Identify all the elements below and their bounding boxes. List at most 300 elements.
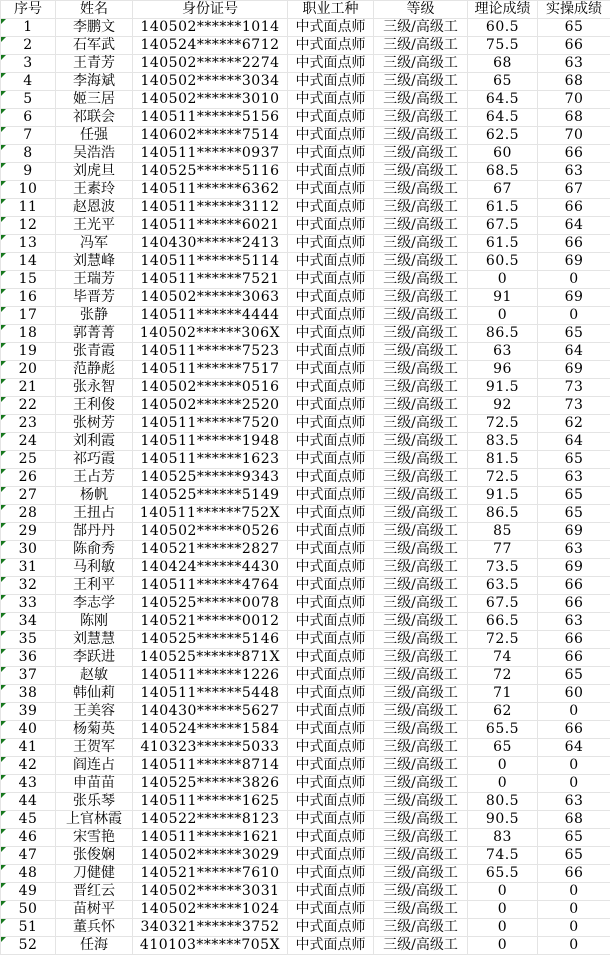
cell-practical[interactable]: 0 bbox=[538, 703, 610, 721]
cell-theory[interactable]: 65.5 bbox=[468, 865, 538, 883]
cell-theory[interactable]: 63.5 bbox=[468, 577, 538, 595]
cell-practical[interactable]: 0 bbox=[538, 883, 610, 901]
cell-occupation[interactable]: 中式面点师 bbox=[288, 505, 374, 523]
cell-name[interactable]: 王光平 bbox=[56, 217, 133, 235]
cell-index[interactable]: 23 bbox=[1, 415, 56, 433]
cell-name[interactable]: 李海斌 bbox=[56, 73, 133, 91]
cell-occupation[interactable]: 中式面点师 bbox=[288, 73, 374, 91]
cell-index[interactable]: 37 bbox=[1, 667, 56, 685]
cell-practical[interactable]: 70 bbox=[538, 91, 610, 109]
cell-id[interactable]: 140521******2827 bbox=[133, 541, 288, 559]
cell-id[interactable]: 410103******705X bbox=[133, 937, 288, 955]
cell-index[interactable]: 49 bbox=[1, 883, 56, 901]
cell-theory[interactable]: 73.5 bbox=[468, 559, 538, 577]
cell-id[interactable]: 140511******5156 bbox=[133, 109, 288, 127]
cell-name[interactable]: 张俊娴 bbox=[56, 847, 133, 865]
cell-name[interactable]: 毕晋芳 bbox=[56, 289, 133, 307]
cell-theory[interactable]: 91 bbox=[468, 289, 538, 307]
cell-index[interactable]: 4 bbox=[1, 73, 56, 91]
cell-name[interactable]: 董兵怀 bbox=[56, 919, 133, 937]
cell-index[interactable]: 46 bbox=[1, 829, 56, 847]
col-header-name[interactable]: 姓名 bbox=[56, 1, 133, 19]
cell-theory[interactable]: 92 bbox=[468, 397, 538, 415]
cell-occupation[interactable]: 中式面点师 bbox=[288, 865, 374, 883]
cell-id[interactable]: 140502******0516 bbox=[133, 379, 288, 397]
cell-occupation[interactable]: 中式面点师 bbox=[288, 793, 374, 811]
cell-id[interactable]: 140502******3063 bbox=[133, 289, 288, 307]
cell-level[interactable]: 三级/高级工 bbox=[374, 361, 468, 379]
cell-name[interactable]: 赵敏 bbox=[56, 667, 133, 685]
cell-name[interactable]: 郜丹丹 bbox=[56, 523, 133, 541]
cell-name[interactable]: 王青芳 bbox=[56, 55, 133, 73]
cell-index[interactable]: 13 bbox=[1, 235, 56, 253]
cell-index[interactable]: 7 bbox=[1, 127, 56, 145]
cell-index[interactable]: 31 bbox=[1, 559, 56, 577]
cell-theory[interactable]: 67.5 bbox=[468, 217, 538, 235]
cell-name[interactable]: 王扭占 bbox=[56, 505, 133, 523]
cell-theory[interactable]: 68 bbox=[468, 55, 538, 73]
cell-level[interactable]: 三级/高级工 bbox=[374, 469, 468, 487]
cell-index[interactable]: 47 bbox=[1, 847, 56, 865]
cell-level[interactable]: 三级/高级工 bbox=[374, 829, 468, 847]
cell-theory[interactable]: 60 bbox=[468, 145, 538, 163]
cell-id[interactable]: 140511******7520 bbox=[133, 415, 288, 433]
cell-level[interactable]: 三级/高级工 bbox=[374, 19, 468, 37]
cell-id[interactable]: 140511******5448 bbox=[133, 685, 288, 703]
cell-occupation[interactable]: 中式面点师 bbox=[288, 757, 374, 775]
cell-id[interactable]: 140525******9343 bbox=[133, 469, 288, 487]
cell-occupation[interactable]: 中式面点师 bbox=[288, 451, 374, 469]
cell-theory[interactable]: 66.5 bbox=[468, 613, 538, 631]
cell-theory[interactable]: 91.5 bbox=[468, 487, 538, 505]
cell-level[interactable]: 三级/高级工 bbox=[374, 559, 468, 577]
cell-occupation[interactable]: 中式面点师 bbox=[288, 613, 374, 631]
cell-name[interactable]: 张乐琴 bbox=[56, 793, 133, 811]
cell-theory[interactable]: 96 bbox=[468, 361, 538, 379]
cell-occupation[interactable]: 中式面点师 bbox=[288, 433, 374, 451]
cell-practical[interactable]: 66 bbox=[538, 721, 610, 739]
cell-level[interactable]: 三级/高级工 bbox=[374, 325, 468, 343]
cell-theory[interactable]: 74 bbox=[468, 649, 538, 667]
cell-level[interactable]: 三级/高级工 bbox=[374, 271, 468, 289]
cell-index[interactable]: 2 bbox=[1, 37, 56, 55]
cell-name[interactable]: 张树芳 bbox=[56, 415, 133, 433]
cell-practical[interactable]: 64 bbox=[538, 433, 610, 451]
cell-occupation[interactable]: 中式面点师 bbox=[288, 631, 374, 649]
cell-id[interactable]: 140511******6362 bbox=[133, 181, 288, 199]
col-header-index[interactable]: 序号 bbox=[1, 1, 56, 19]
cell-name[interactable]: 赵恩波 bbox=[56, 199, 133, 217]
cell-level[interactable]: 三级/高级工 bbox=[374, 775, 468, 793]
cell-practical[interactable]: 69 bbox=[538, 289, 610, 307]
cell-level[interactable]: 三级/高级工 bbox=[374, 415, 468, 433]
cell-occupation[interactable]: 中式面点师 bbox=[288, 127, 374, 145]
cell-occupation[interactable]: 中式面点师 bbox=[288, 595, 374, 613]
cell-theory[interactable]: 72 bbox=[468, 667, 538, 685]
cell-theory[interactable]: 65.5 bbox=[468, 721, 538, 739]
cell-practical[interactable]: 73 bbox=[538, 397, 610, 415]
cell-id[interactable]: 140502******3034 bbox=[133, 73, 288, 91]
cell-name[interactable]: 姬三居 bbox=[56, 91, 133, 109]
cell-id[interactable]: 140511******752X bbox=[133, 505, 288, 523]
cell-id[interactable]: 140525******5149 bbox=[133, 487, 288, 505]
cell-index[interactable]: 1 bbox=[1, 19, 56, 37]
cell-occupation[interactable]: 中式面点师 bbox=[288, 577, 374, 595]
cell-index[interactable]: 18 bbox=[1, 325, 56, 343]
cell-level[interactable]: 三级/高级工 bbox=[374, 397, 468, 415]
cell-index[interactable]: 26 bbox=[1, 469, 56, 487]
cell-practical[interactable]: 66 bbox=[538, 199, 610, 217]
cell-level[interactable]: 三级/高级工 bbox=[374, 91, 468, 109]
cell-theory[interactable]: 63 bbox=[468, 343, 538, 361]
cell-index[interactable]: 15 bbox=[1, 271, 56, 289]
cell-theory[interactable]: 68.5 bbox=[468, 163, 538, 181]
cell-occupation[interactable]: 中式面点师 bbox=[288, 91, 374, 109]
cell-id[interactable]: 140502******2520 bbox=[133, 397, 288, 415]
cell-occupation[interactable]: 中式面点师 bbox=[288, 883, 374, 901]
cell-name[interactable]: 张永智 bbox=[56, 379, 133, 397]
cell-occupation[interactable]: 中式面点师 bbox=[288, 397, 374, 415]
cell-index[interactable]: 27 bbox=[1, 487, 56, 505]
cell-practical[interactable]: 63 bbox=[538, 469, 610, 487]
cell-name[interactable]: 宋雪艳 bbox=[56, 829, 133, 847]
cell-level[interactable]: 三级/高级工 bbox=[374, 919, 468, 937]
cell-practical[interactable]: 68 bbox=[538, 109, 610, 127]
cell-level[interactable]: 三级/高级工 bbox=[374, 685, 468, 703]
cell-id[interactable]: 140511******1621 bbox=[133, 829, 288, 847]
cell-practical[interactable]: 63 bbox=[538, 55, 610, 73]
cell-practical[interactable]: 69 bbox=[538, 523, 610, 541]
cell-index[interactable]: 40 bbox=[1, 721, 56, 739]
cell-index[interactable]: 29 bbox=[1, 523, 56, 541]
cell-index[interactable]: 14 bbox=[1, 253, 56, 271]
cell-index[interactable]: 42 bbox=[1, 757, 56, 775]
cell-index[interactable]: 32 bbox=[1, 577, 56, 595]
cell-occupation[interactable]: 中式面点师 bbox=[288, 289, 374, 307]
cell-practical[interactable]: 69 bbox=[538, 559, 610, 577]
cell-occupation[interactable]: 中式面点师 bbox=[288, 775, 374, 793]
cell-occupation[interactable]: 中式面点师 bbox=[288, 253, 374, 271]
cell-id[interactable]: 140511******1226 bbox=[133, 667, 288, 685]
cell-theory[interactable]: 0 bbox=[468, 757, 538, 775]
cell-name[interactable]: 晋红云 bbox=[56, 883, 133, 901]
cell-index[interactable]: 19 bbox=[1, 343, 56, 361]
cell-index[interactable]: 6 bbox=[1, 109, 56, 127]
cell-level[interactable]: 三级/高级工 bbox=[374, 487, 468, 505]
cell-name[interactable]: 韩仙莉 bbox=[56, 685, 133, 703]
cell-level[interactable]: 三级/高级工 bbox=[374, 199, 468, 217]
cell-id[interactable]: 140524******6712 bbox=[133, 37, 288, 55]
cell-id[interactable]: 140511******4764 bbox=[133, 577, 288, 595]
cell-level[interactable]: 三级/高级工 bbox=[374, 595, 468, 613]
cell-name[interactable]: 申苗苗 bbox=[56, 775, 133, 793]
cell-occupation[interactable]: 中式面点师 bbox=[288, 721, 374, 739]
cell-level[interactable]: 三级/高级工 bbox=[374, 109, 468, 127]
cell-level[interactable]: 三级/高级工 bbox=[374, 739, 468, 757]
cell-index[interactable]: 21 bbox=[1, 379, 56, 397]
cell-theory[interactable]: 83.5 bbox=[468, 433, 538, 451]
cell-name[interactable]: 张静 bbox=[56, 307, 133, 325]
cell-level[interactable]: 三级/高级工 bbox=[374, 523, 468, 541]
cell-practical[interactable]: 65 bbox=[538, 19, 610, 37]
cell-practical[interactable]: 63 bbox=[538, 613, 610, 631]
cell-id[interactable]: 140511******1623 bbox=[133, 451, 288, 469]
cell-name[interactable]: 苗树平 bbox=[56, 901, 133, 919]
cell-theory[interactable]: 64.5 bbox=[468, 91, 538, 109]
cell-practical[interactable]: 0 bbox=[538, 757, 610, 775]
cell-practical[interactable]: 66 bbox=[538, 37, 610, 55]
cell-id[interactable]: 140511******1948 bbox=[133, 433, 288, 451]
cell-id[interactable]: 140511******7523 bbox=[133, 343, 288, 361]
cell-practical[interactable]: 0 bbox=[538, 919, 610, 937]
cell-name[interactable]: 刘慧峰 bbox=[56, 253, 133, 271]
cell-name[interactable]: 王贺军 bbox=[56, 739, 133, 757]
cell-id[interactable]: 140511******7517 bbox=[133, 361, 288, 379]
cell-id[interactable]: 140522******8123 bbox=[133, 811, 288, 829]
cell-id[interactable]: 140511******1625 bbox=[133, 793, 288, 811]
cell-index[interactable]: 39 bbox=[1, 703, 56, 721]
cell-level[interactable]: 三级/高级工 bbox=[374, 343, 468, 361]
cell-occupation[interactable]: 中式面点师 bbox=[288, 739, 374, 757]
cell-index[interactable]: 9 bbox=[1, 163, 56, 181]
cell-level[interactable]: 三级/高级工 bbox=[374, 703, 468, 721]
cell-level[interactable]: 三级/高级工 bbox=[374, 55, 468, 73]
cell-practical[interactable]: 62 bbox=[538, 415, 610, 433]
cell-practical[interactable]: 0 bbox=[538, 901, 610, 919]
cell-occupation[interactable]: 中式面点师 bbox=[288, 559, 374, 577]
cell-index[interactable]: 33 bbox=[1, 595, 56, 613]
cell-id[interactable]: 140502******306X bbox=[133, 325, 288, 343]
cell-occupation[interactable]: 中式面点师 bbox=[288, 235, 374, 253]
cell-name[interactable]: 冯军 bbox=[56, 235, 133, 253]
cell-practical[interactable]: 0 bbox=[538, 307, 610, 325]
cell-index[interactable]: 45 bbox=[1, 811, 56, 829]
cell-name[interactable]: 刀健健 bbox=[56, 865, 133, 883]
cell-theory[interactable]: 64.5 bbox=[468, 109, 538, 127]
cell-theory[interactable]: 83 bbox=[468, 829, 538, 847]
cell-index[interactable]: 3 bbox=[1, 55, 56, 73]
cell-index[interactable]: 11 bbox=[1, 199, 56, 217]
cell-level[interactable]: 三级/高级工 bbox=[374, 577, 468, 595]
cell-level[interactable]: 三级/高级工 bbox=[374, 757, 468, 775]
cell-name[interactable]: 李志学 bbox=[56, 595, 133, 613]
cell-name[interactable]: 上官林霞 bbox=[56, 811, 133, 829]
cell-name[interactable]: 李鹏文 bbox=[56, 19, 133, 37]
cell-practical[interactable]: 70 bbox=[538, 127, 610, 145]
cell-id[interactable]: 140525******5116 bbox=[133, 163, 288, 181]
cell-occupation[interactable]: 中式面点师 bbox=[288, 271, 374, 289]
cell-id[interactable]: 140525******5146 bbox=[133, 631, 288, 649]
cell-name[interactable]: 祁巧霞 bbox=[56, 451, 133, 469]
cell-occupation[interactable]: 中式面点师 bbox=[288, 199, 374, 217]
cell-practical[interactable]: 65 bbox=[538, 829, 610, 847]
cell-occupation[interactable]: 中式面点师 bbox=[288, 667, 374, 685]
cell-occupation[interactable]: 中式面点师 bbox=[288, 919, 374, 937]
cell-level[interactable]: 三级/高级工 bbox=[374, 163, 468, 181]
cell-theory[interactable]: 86.5 bbox=[468, 505, 538, 523]
cell-occupation[interactable]: 中式面点师 bbox=[288, 379, 374, 397]
cell-practical[interactable]: 65 bbox=[538, 325, 610, 343]
cell-theory[interactable]: 67.5 bbox=[468, 595, 538, 613]
cell-name[interactable]: 任海 bbox=[56, 937, 133, 955]
cell-level[interactable]: 三级/高级工 bbox=[374, 181, 468, 199]
cell-id[interactable]: 140511******3112 bbox=[133, 199, 288, 217]
cell-index[interactable]: 35 bbox=[1, 631, 56, 649]
cell-theory[interactable]: 60.5 bbox=[468, 253, 538, 271]
cell-theory[interactable]: 81.5 bbox=[468, 451, 538, 469]
cell-index[interactable]: 36 bbox=[1, 649, 56, 667]
cell-level[interactable]: 三级/高级工 bbox=[374, 631, 468, 649]
cell-occupation[interactable]: 中式面点师 bbox=[288, 685, 374, 703]
cell-name[interactable]: 王占芳 bbox=[56, 469, 133, 487]
cell-index[interactable]: 28 bbox=[1, 505, 56, 523]
cell-occupation[interactable]: 中式面点师 bbox=[288, 325, 374, 343]
cell-id[interactable]: 140502******3031 bbox=[133, 883, 288, 901]
cell-name[interactable]: 郭菁菁 bbox=[56, 325, 133, 343]
cell-theory[interactable]: 90.5 bbox=[468, 811, 538, 829]
cell-index[interactable]: 25 bbox=[1, 451, 56, 469]
cell-level[interactable]: 三级/高级工 bbox=[374, 883, 468, 901]
cell-level[interactable]: 三级/高级工 bbox=[374, 937, 468, 955]
cell-theory[interactable]: 0 bbox=[468, 883, 538, 901]
cell-id[interactable]: 140521******0012 bbox=[133, 613, 288, 631]
cell-practical[interactable]: 65 bbox=[538, 847, 610, 865]
cell-theory[interactable]: 0 bbox=[468, 919, 538, 937]
cell-occupation[interactable]: 中式面点师 bbox=[288, 415, 374, 433]
cell-occupation[interactable]: 中式面点师 bbox=[288, 649, 374, 667]
cell-occupation[interactable]: 中式面点师 bbox=[288, 37, 374, 55]
cell-id[interactable]: 140511******8714 bbox=[133, 757, 288, 775]
cell-practical[interactable]: 66 bbox=[538, 577, 610, 595]
cell-practical[interactable]: 68 bbox=[538, 811, 610, 829]
cell-name[interactable]: 王美容 bbox=[56, 703, 133, 721]
cell-name[interactable]: 刘利霞 bbox=[56, 433, 133, 451]
cell-theory[interactable]: 0 bbox=[468, 307, 538, 325]
col-header-practical[interactable]: 实操成绩 bbox=[538, 1, 610, 19]
cell-practical[interactable]: 67 bbox=[538, 181, 610, 199]
cell-id[interactable]: 140511******4444 bbox=[133, 307, 288, 325]
cell-occupation[interactable]: 中式面点师 bbox=[288, 307, 374, 325]
cell-theory[interactable]: 0 bbox=[468, 775, 538, 793]
cell-theory[interactable]: 67 bbox=[468, 181, 538, 199]
cell-theory[interactable]: 61.5 bbox=[468, 199, 538, 217]
cell-practical[interactable]: 66 bbox=[538, 865, 610, 883]
cell-index[interactable]: 48 bbox=[1, 865, 56, 883]
cell-theory[interactable]: 72.5 bbox=[468, 469, 538, 487]
cell-name[interactable]: 王利俊 bbox=[56, 397, 133, 415]
cell-occupation[interactable]: 中式面点师 bbox=[288, 109, 374, 127]
cell-level[interactable]: 三级/高级工 bbox=[374, 289, 468, 307]
cell-name[interactable]: 张青霞 bbox=[56, 343, 133, 361]
cell-occupation[interactable]: 中式面点师 bbox=[288, 217, 374, 235]
cell-level[interactable]: 三级/高级工 bbox=[374, 793, 468, 811]
cell-id[interactable]: 140424******4430 bbox=[133, 559, 288, 577]
cell-index[interactable]: 44 bbox=[1, 793, 56, 811]
cell-practical[interactable]: 66 bbox=[538, 235, 610, 253]
cell-id[interactable]: 140502******1014 bbox=[133, 19, 288, 37]
cell-index[interactable]: 22 bbox=[1, 397, 56, 415]
cell-id[interactable]: 140511******5114 bbox=[133, 253, 288, 271]
cell-occupation[interactable]: 中式面点师 bbox=[288, 541, 374, 559]
cell-index[interactable]: 17 bbox=[1, 307, 56, 325]
cell-index[interactable]: 20 bbox=[1, 361, 56, 379]
cell-theory[interactable]: 74.5 bbox=[468, 847, 538, 865]
cell-occupation[interactable]: 中式面点师 bbox=[288, 19, 374, 37]
cell-theory[interactable]: 72.5 bbox=[468, 415, 538, 433]
cell-level[interactable]: 三级/高级工 bbox=[374, 379, 468, 397]
cell-level[interactable]: 三级/高级工 bbox=[374, 433, 468, 451]
cell-index[interactable]: 50 bbox=[1, 901, 56, 919]
cell-index[interactable]: 38 bbox=[1, 685, 56, 703]
cell-practical[interactable]: 63 bbox=[538, 541, 610, 559]
cell-practical[interactable]: 66 bbox=[538, 595, 610, 613]
cell-index[interactable]: 52 bbox=[1, 937, 56, 955]
cell-theory[interactable]: 0 bbox=[468, 271, 538, 289]
cell-practical[interactable]: 64 bbox=[538, 217, 610, 235]
cell-occupation[interactable]: 中式面点师 bbox=[288, 343, 374, 361]
cell-practical[interactable]: 0 bbox=[538, 775, 610, 793]
cell-level[interactable]: 三级/高级工 bbox=[374, 253, 468, 271]
cell-practical[interactable]: 69 bbox=[538, 253, 610, 271]
cell-occupation[interactable]: 中式面点师 bbox=[288, 811, 374, 829]
cell-level[interactable]: 三级/高级工 bbox=[374, 901, 468, 919]
cell-level[interactable]: 三级/高级工 bbox=[374, 847, 468, 865]
col-header-occupation[interactable]: 职业工种 bbox=[288, 1, 374, 19]
cell-level[interactable]: 三级/高级工 bbox=[374, 217, 468, 235]
cell-practical[interactable]: 60 bbox=[538, 685, 610, 703]
cell-index[interactable]: 24 bbox=[1, 433, 56, 451]
cell-occupation[interactable]: 中式面点师 bbox=[288, 163, 374, 181]
cell-level[interactable]: 三级/高级工 bbox=[374, 451, 468, 469]
cell-id[interactable]: 140602******7514 bbox=[133, 127, 288, 145]
cell-practical[interactable]: 73 bbox=[538, 379, 610, 397]
cell-index[interactable]: 34 bbox=[1, 613, 56, 631]
cell-id[interactable]: 140511******0937 bbox=[133, 145, 288, 163]
cell-id[interactable]: 140524******1584 bbox=[133, 721, 288, 739]
cell-index[interactable]: 12 bbox=[1, 217, 56, 235]
cell-level[interactable]: 三级/高级工 bbox=[374, 649, 468, 667]
cell-level[interactable]: 三级/高级工 bbox=[374, 73, 468, 91]
cell-index[interactable]: 10 bbox=[1, 181, 56, 199]
cell-practical[interactable]: 65 bbox=[538, 667, 610, 685]
cell-occupation[interactable]: 中式面点师 bbox=[288, 361, 374, 379]
cell-theory[interactable]: 62.5 bbox=[468, 127, 538, 145]
cell-theory[interactable]: 77 bbox=[468, 541, 538, 559]
cell-name[interactable]: 范静彪 bbox=[56, 361, 133, 379]
cell-name[interactable]: 杨帆 bbox=[56, 487, 133, 505]
cell-practical[interactable]: 63 bbox=[538, 793, 610, 811]
cell-name[interactable]: 任强 bbox=[56, 127, 133, 145]
cell-occupation[interactable]: 中式面点师 bbox=[288, 703, 374, 721]
cell-practical[interactable]: 64 bbox=[538, 343, 610, 361]
cell-id[interactable]: 140525******3826 bbox=[133, 775, 288, 793]
cell-level[interactable]: 三级/高级工 bbox=[374, 235, 468, 253]
cell-level[interactable]: 三级/高级工 bbox=[374, 145, 468, 163]
cell-theory[interactable]: 86.5 bbox=[468, 325, 538, 343]
cell-id[interactable]: 340321******3752 bbox=[133, 919, 288, 937]
cell-id[interactable]: 140430******5627 bbox=[133, 703, 288, 721]
cell-theory[interactable]: 91.5 bbox=[468, 379, 538, 397]
cell-name[interactable]: 王利平 bbox=[56, 577, 133, 595]
cell-theory[interactable]: 0 bbox=[468, 937, 538, 955]
cell-level[interactable]: 三级/高级工 bbox=[374, 811, 468, 829]
cell-id[interactable]: 140511******6021 bbox=[133, 217, 288, 235]
cell-name[interactable]: 马利敏 bbox=[56, 559, 133, 577]
cell-occupation[interactable]: 中式面点师 bbox=[288, 829, 374, 847]
cell-occupation[interactable]: 中式面点师 bbox=[288, 145, 374, 163]
cell-theory[interactable]: 65 bbox=[468, 739, 538, 757]
cell-practical[interactable]: 66 bbox=[538, 631, 610, 649]
